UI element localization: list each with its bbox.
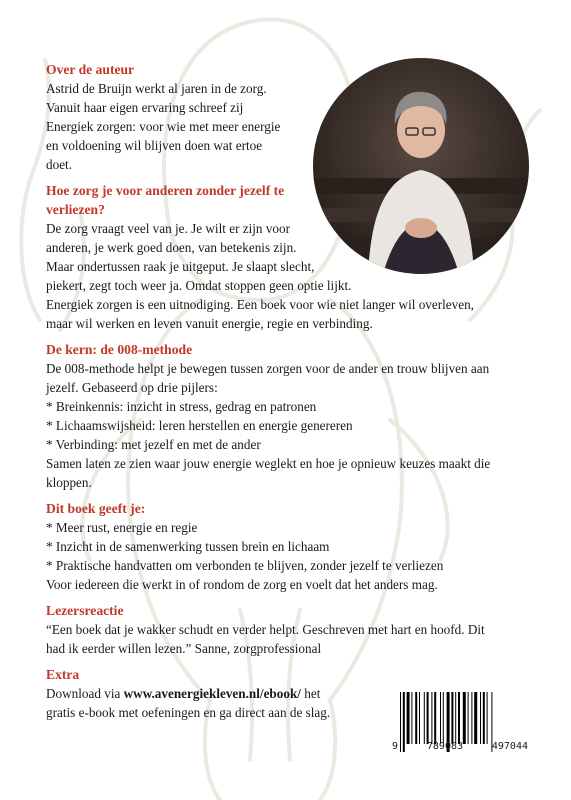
- core-line: * Lichaamswijsheid: leren herstellen en energie genereren: [46, 418, 353, 433]
- how-line: Maar ondertussen raak je uitgeput. Je slaapt slecht,: [46, 259, 315, 274]
- isbn-number: [392, 741, 528, 752]
- isbn-part: 789083: [426, 741, 464, 752]
- barcode-bar: [474, 692, 477, 744]
- how-heading-line: verliezen?: [46, 202, 105, 217]
- about-line: Energiek zorgen: voor wie met meer energie: [46, 119, 281, 134]
- how-section: [46, 181, 551, 333]
- core-section: [46, 340, 551, 492]
- barcode-bar: [458, 692, 460, 744]
- ebook-link[interactable]: www.avenergiekleven.nl/ebook/: [123, 686, 301, 701]
- back-cover-text: [46, 60, 551, 729]
- barcode-bar: [463, 692, 466, 744]
- core-line: kloppen.: [46, 475, 92, 490]
- barcode-bar: [487, 692, 488, 744]
- how-line: De zorg vraagt veel van je. Je wilt er zijn voor: [46, 221, 291, 236]
- barcode-bar: [468, 692, 469, 744]
- barcode-bar: [434, 692, 436, 744]
- extra-prefix: Download via: [46, 686, 124, 701]
- review-line: “Een boek dat je wakker schudt en verder helpt. Geschreven met hart en hoofd. Dit: [46, 622, 485, 637]
- about-line: Astrid de Bruijn werkt al jaren in de zorg.: [46, 81, 267, 96]
- barcode-bar: [424, 692, 425, 744]
- isbn-part: 9: [392, 741, 399, 752]
- barcode-bar: [419, 692, 420, 744]
- barcode-bar: [431, 692, 432, 744]
- gives-section: [46, 499, 551, 594]
- gives-line: * Meer rust, energie en regie: [46, 520, 198, 535]
- about-line: Vanuit haar eigen ervaring schreef zij: [46, 100, 244, 115]
- barcode-bar: [471, 692, 472, 744]
- how-line: anderen, je werk goed doen, van betekenis zijn.: [46, 240, 297, 255]
- barcode-bar: [427, 692, 429, 744]
- review-heading: Lezersreactie: [46, 603, 124, 618]
- how-line: Energiek zorgen is een uitnodiging. Een boek voor wie niet langer wil overleven,: [46, 297, 474, 312]
- gives-heading: Dit boek geeft je:: [46, 501, 146, 516]
- barcode-bar: [411, 692, 412, 744]
- barcode-bar: [440, 692, 441, 744]
- how-heading-line: Hoe zorg je voor anderen zonder jezelf te: [46, 183, 285, 198]
- about-heading: Over de auteur: [46, 62, 135, 77]
- about-section: [46, 60, 551, 174]
- extra-heading: Extra: [46, 667, 80, 682]
- review-section: [46, 601, 551, 658]
- barcode-bar: [483, 692, 485, 744]
- extra-suffix: het: [300, 686, 321, 701]
- core-line: Samen laten ze zien waar jouw energie weglekt en hoe je opnieuw keuzes maakt die: [46, 456, 491, 471]
- core-line: * Verbinding: met jezelf en met de ander: [46, 437, 261, 452]
- core-line: jezelf. Gebaseerd op drie pijlers:: [46, 380, 218, 395]
- gives-line: Voor iedereen die werkt in of rondom de zorg en voelt dat het anders mag.: [46, 577, 438, 592]
- core-line: * Breinkennis: inzicht in stress, gedrag en patronen: [46, 399, 317, 414]
- about-line: doet.: [46, 157, 73, 172]
- how-line: maar wil werken en leven vanuit energie, regie en verbinding.: [46, 316, 373, 331]
- extra-line: gratis e-book met oefeningen en ga direct aan de slag.: [46, 705, 331, 720]
- barcode-bar: [451, 692, 453, 744]
- barcode-bar: [455, 692, 456, 744]
- gives-line: * Praktische handvatten om verbonden te blijven, zonder jezelf te verliezen: [46, 558, 444, 573]
- gives-line: * Inzicht in de samenwerking tussen brein en lichaam: [46, 539, 330, 554]
- barcode-bar: [480, 692, 481, 744]
- core-line: De 008-methode helpt je bewegen tussen zorgen voor de ander en trouw blijven aan: [46, 361, 490, 376]
- review-line: had ik eerder willen lezen.” Sanne, zorgprofessional: [46, 641, 322, 656]
- barcode-bar: [443, 692, 444, 744]
- about-line: en voldoening wil blijven doen wat ertoe: [46, 138, 263, 153]
- barcode-bar: [415, 692, 417, 744]
- how-line: piekert, zegt toch weer ja. Omdat stoppen geen optie lijkt.: [46, 278, 352, 293]
- isbn-part: 497044: [491, 741, 528, 752]
- core-heading: De kern: de 008-methode: [46, 342, 193, 357]
- barcode-bar: [407, 692, 410, 744]
